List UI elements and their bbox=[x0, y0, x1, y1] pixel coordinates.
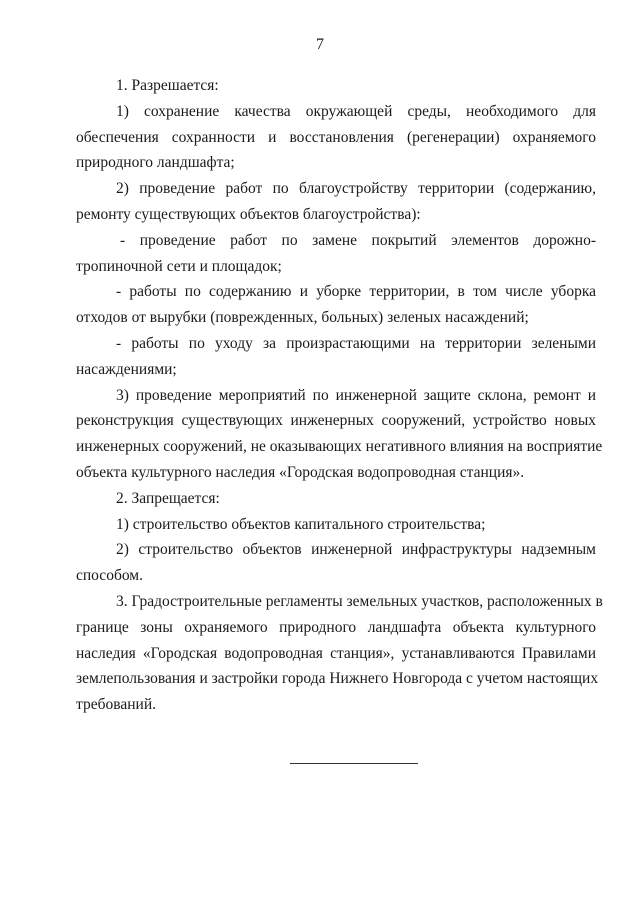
text-line: 3) проведение мероприятий по инженерной защите склона, ремонт и bbox=[116, 386, 596, 404]
text-line: 2) проведение работ по благоустройству территории (содержанию, bbox=[116, 180, 596, 198]
text-line: 1) строительство объектов капитального строительства; bbox=[116, 515, 486, 533]
paragraph-prohibited-item-2 bbox=[76, 537, 596, 589]
text-line: - работы по уходу за произрастающими на территории зелеными bbox=[116, 334, 596, 352]
text-line: - проведение работ по замене покрытий элементов дорожно- bbox=[120, 231, 596, 249]
text-line: ремонту существующих объектов благоустройства): bbox=[76, 205, 421, 223]
text-line: границе зоны охраняемого природного ландшафта объекта культурного bbox=[76, 618, 596, 636]
text-line: 2. Запрещается: bbox=[116, 489, 220, 507]
page-number: 7 bbox=[316, 36, 324, 53]
paragraph-prohibited-heading bbox=[76, 486, 596, 512]
document-body bbox=[76, 73, 603, 718]
text-line: объекта культурного наследия «Городская водопроводная станция». bbox=[76, 463, 525, 481]
paragraph-permitted-heading bbox=[76, 73, 596, 99]
paragraph-dash-item-3 bbox=[76, 331, 596, 383]
text-line: природного ландшафта; bbox=[76, 154, 235, 172]
text-line: 3. Градостроительные регламенты земельных участков, расположенных в bbox=[116, 592, 603, 610]
text-line: наследия «Городская водопроводная станция», устанавливаются Правилами bbox=[76, 644, 596, 662]
paragraph-permitted-item-1 bbox=[76, 99, 596, 176]
text-line: инженерных сооружений, не оказывающих негативного влияния на восприятие bbox=[76, 438, 603, 456]
text-line: 1. Разрешается: bbox=[116, 77, 219, 94]
paragraph-regulations bbox=[76, 589, 603, 718]
paragraph-permitted-item-2 bbox=[76, 176, 596, 228]
text-line: землепользования и застройки города Нижнего Новгорода с учетом настоящих bbox=[76, 670, 599, 688]
text-line: 1) сохранение качества окружающей среды, необходимого для bbox=[116, 102, 596, 120]
text-line: отходов от вырубки (поврежденных, больных) зеленых насаждений; bbox=[76, 309, 529, 327]
text-line: 2) строительство объектов инженерной инфраструктуры надземным bbox=[116, 541, 596, 559]
paragraph-prohibited-item-1 bbox=[76, 512, 596, 538]
paragraph-dash-item-1 bbox=[76, 228, 596, 280]
paragraph-dash-item-2 bbox=[76, 279, 596, 331]
text-line: обеспечения сохранности и восстановления (регенерации) охраняемого bbox=[76, 128, 596, 146]
text-line: насаждениями; bbox=[76, 360, 177, 378]
text-line: требований. bbox=[76, 696, 156, 714]
text-line: - работы по содержанию и уборке территории, в том числе уборка bbox=[116, 283, 596, 301]
text-line: способом. bbox=[76, 567, 143, 585]
text-line: реконструкция существующих инженерных сооружений, устройство новых bbox=[76, 412, 596, 430]
closing-rule bbox=[290, 763, 418, 764]
paragraph-permitted-item-3 bbox=[76, 383, 603, 486]
text-line: тропиночной сети и площадок; bbox=[76, 257, 282, 275]
